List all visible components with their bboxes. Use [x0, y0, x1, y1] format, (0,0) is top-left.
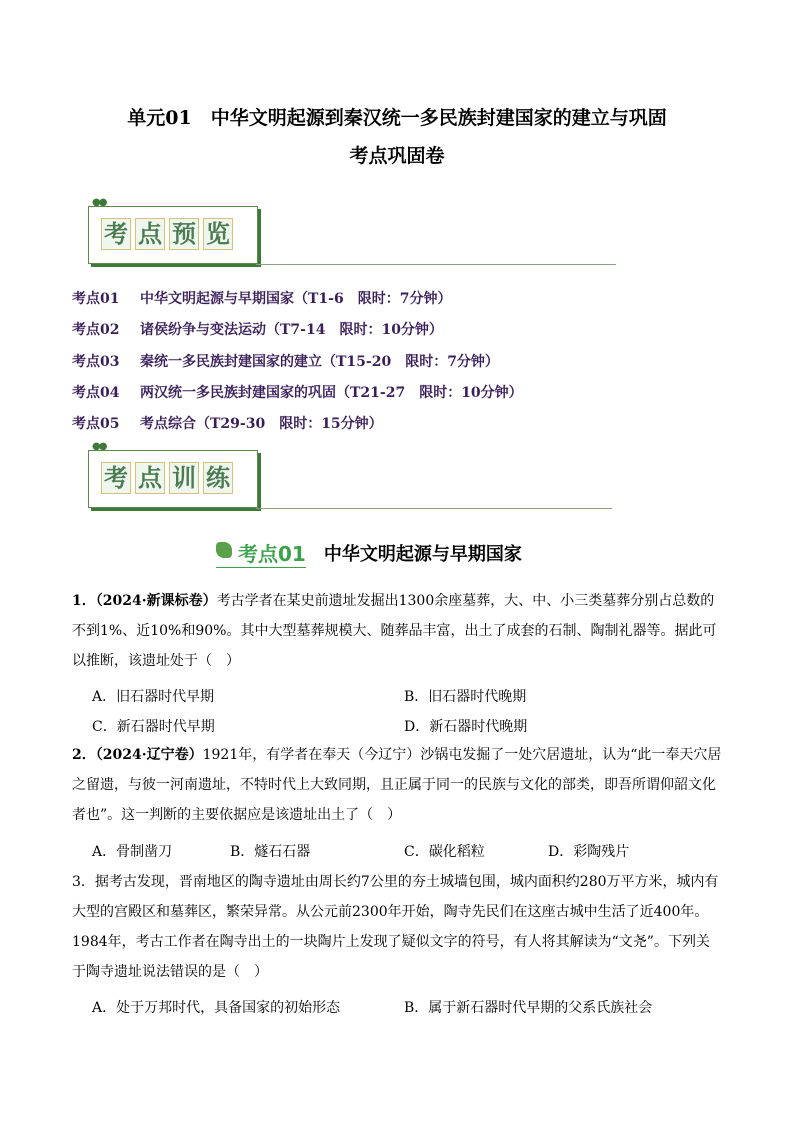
section-title: 中华文明起源与早期国家 — [323, 544, 522, 565]
question-2: 2．（2024·辽宁卷）1921年，有学者在奉天（今辽宁）沙锅屯发掘了一处穴居遗址，认为“此一奉天穴居之留遗，与彼一河南遗址，不特时代上大致同期，且正属于同一的民族与文化的部类，即吾所谓仰韶文化者也”。这一判断的主要依据应是该遗址出土了（ ） — [72, 747, 722, 823]
section-tag: 考点01 — [216, 538, 306, 568]
option: C．新石器时代早期 — [92, 719, 215, 735]
option: D．彩陶残片 — [548, 844, 630, 860]
badge-char: 训 — [169, 462, 199, 494]
toc-item: 考点03 秦统一多民族封建国家的建立（T15-20 限时：7分钟） — [72, 354, 499, 370]
option: C．碳化稻粒 — [404, 844, 485, 860]
toc-item: 考点05 考点综合（T29-30 限时：15分钟） — [72, 416, 383, 432]
page-subtitle: 考点巩固卷 — [349, 145, 445, 167]
option: D．新石器时代晚期 — [404, 719, 528, 735]
divider — [256, 508, 612, 509]
badge-char: 考 — [101, 462, 131, 494]
question-3: 3．据考古发现，晋南地区的陶寺遗址由周长约7公里的夯土城墙包围，城内面积约280万平方米，城内有大型的宫殿区和墓葬区，繁荣异常。从公元前2300年开始，陶寺先民们在这座古城中生活了近400年。1984年，考古工作者在陶寺出土的一块陶片上发现了疑似文字的符号，有人将其解读为“文尧”。下列关于陶寺遗址说法错误的是（ ） — [72, 874, 719, 980]
section-badge-preview — [88, 197, 258, 264]
badge-char: 点 — [135, 462, 165, 494]
badge-char: 预 — [169, 218, 199, 250]
badge-char: 点 — [135, 218, 165, 250]
section-badge-training — [88, 441, 258, 508]
option: A．旧石器时代早期 — [92, 689, 215, 705]
badge-char: 览 — [203, 218, 233, 250]
option: B．燧石石器 — [230, 844, 311, 860]
question-1: 1．（2024·新课标卷）考古学者在某史前遗址发掘出1300余座墓葬，大、中、小三类墓葬分别占总数的不到1%、近10%和90%。其中大型墓葬规模大、随葬品丰富，出土了成套的石制、陶制礼器等。据此可以推断，该遗址处于（ ） — [72, 593, 717, 669]
option: A．骨制凿刀 — [92, 844, 173, 860]
toc-item: 考点01 中华文明起源与早期国家（T1-6 限时：7分钟） — [72, 291, 452, 307]
badge-char: 考 — [101, 218, 131, 250]
option: A．处于万邦时代，具备国家的初始形态 — [92, 1000, 341, 1016]
option: B．旧石器时代晚期 — [404, 689, 527, 705]
section-heading — [216, 538, 522, 568]
page-title: 单元01 中华文明起源到秦汉统一多民族封建国家的建立与巩固 — [127, 107, 667, 129]
toc-item: 考点04 两汉统一多民族封建国家的巩固（T21-27 限时：10分钟） — [72, 385, 523, 401]
badge-char: 练 — [203, 462, 233, 494]
binder-rings-icon: ●● — [92, 197, 106, 208]
divider — [256, 264, 616, 265]
binder-rings-icon: ●● — [92, 441, 106, 452]
option: B．属于新石器时代早期的父系氏族社会 — [404, 1000, 653, 1016]
toc-item: 考点02 诸侯纷争与变法运动（T7-14 限时：10分钟） — [72, 322, 443, 338]
